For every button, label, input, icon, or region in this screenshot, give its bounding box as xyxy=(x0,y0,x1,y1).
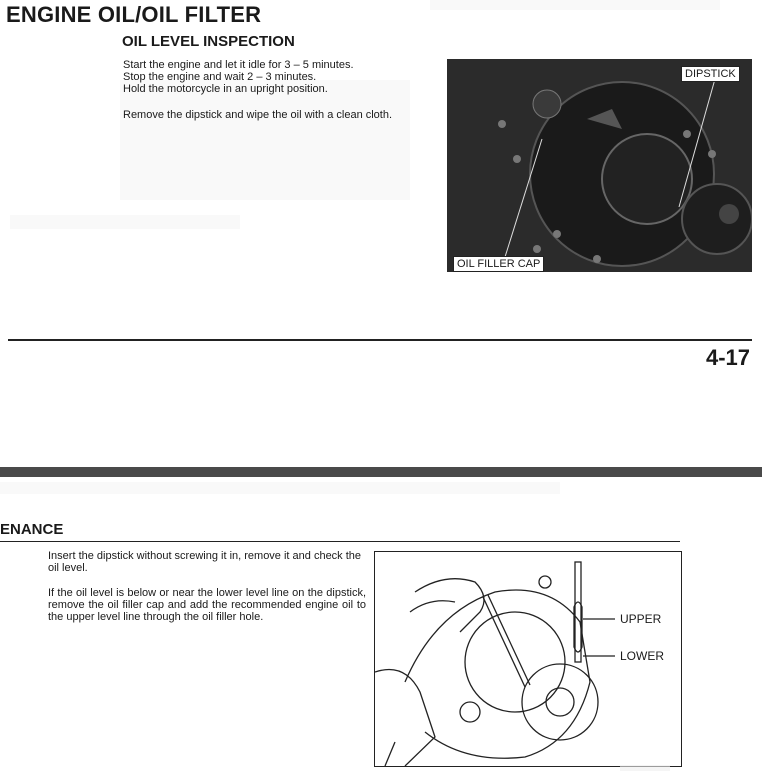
dipstick-figure xyxy=(374,551,682,767)
oil-filler-cap-label: OIL FILLER CAP xyxy=(453,256,544,272)
section-subtitle: OIL LEVEL INSPECTION xyxy=(122,33,295,50)
section-header: ENANCE xyxy=(0,521,64,538)
bleed-through-block xyxy=(620,765,670,771)
page-divider-band xyxy=(0,467,762,477)
upper-level-label: UPPER xyxy=(620,612,662,626)
section-rule xyxy=(0,541,680,542)
bleed-through-block xyxy=(120,80,410,200)
bleed-through-block xyxy=(0,482,560,494)
page-title: ENGINE OIL/OIL FILTER xyxy=(6,2,262,27)
page-number: 4-17 xyxy=(705,345,750,370)
bleed-through-block xyxy=(430,0,720,10)
dipstick-label: DIPSTICK xyxy=(681,66,740,82)
instruction-paragraph: Insert the dipstick without screwing it in, remove it and check the oil level. xyxy=(48,550,362,574)
instruction-paragraph: Start the engine and let it idle for 3 – 5 minutes. Stop the engine and wait 2 – 3 minutes. Hold the motorcycle in an upright position. xyxy=(123,59,354,95)
instruction-paragraph: Remove the dipstick and wipe the oil with a clean cloth. xyxy=(123,109,393,121)
instruction-paragraph: If the oil level is below or near the lower level line on the dipstick, remove the oil filler cap and add the recommended engine oil to the upper level line through the oil filler hole. xyxy=(48,587,366,623)
lower-level-label: LOWER xyxy=(620,649,665,663)
engine-photo xyxy=(447,59,752,272)
engine-photo-graphic xyxy=(447,59,752,272)
bleed-through-block xyxy=(10,215,240,229)
footer-rule xyxy=(8,339,752,341)
